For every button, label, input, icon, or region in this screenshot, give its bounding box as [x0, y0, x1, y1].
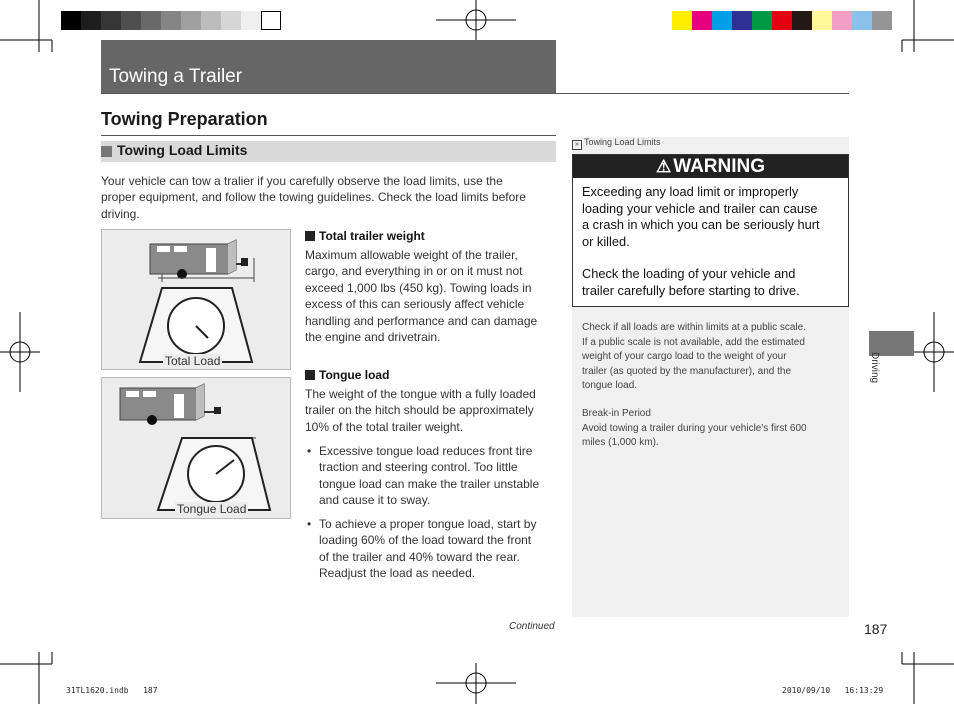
body-line: handling and performance and can damage — [305, 313, 538, 328]
section-rule — [101, 135, 556, 136]
bullet-line: and cause it to sway. — [319, 493, 431, 508]
body-line: cargo, and everything in or on it must not — [305, 264, 523, 279]
trailer-icon — [150, 240, 248, 279]
tongue-load-paragraph — [305, 386, 565, 435]
warning-line: a crash in which you can be seriously hurt — [582, 217, 820, 232]
body-line: The weight of the tongue with a fully loaded — [305, 387, 536, 401]
warning-line: Exceeding any load limit or improperly — [582, 184, 799, 199]
warning-text-2 — [582, 266, 847, 299]
sidebar-note-2 — [582, 407, 847, 451]
sidebar-note-1 — [582, 321, 847, 394]
body-line: 10% of the total trailer weight. — [305, 419, 464, 434]
crop-mark-top-right — [902, 0, 954, 52]
title-rule — [101, 93, 849, 94]
bullet-line: To achieve a proper tongue load, start by — [319, 517, 537, 531]
note-line: tongue load. — [582, 380, 638, 392]
total-weight-heading-text: Total trailer weight — [319, 229, 425, 243]
crop-mark-top-left — [0, 0, 52, 52]
heading-square-icon — [305, 231, 315, 241]
note-line: weight of your cargo load to the weight of your — [582, 351, 787, 363]
tongue-load-label: Tongue Load — [177, 502, 247, 516]
note-line: miles (1,000 km). — [582, 437, 659, 449]
warning-title: WARNING — [673, 156, 766, 177]
bullet-dot: • — [307, 517, 312, 531]
scale-icon — [158, 438, 270, 510]
footer-timestamp: 2010/09/10 16:13:29 — [782, 686, 884, 695]
footer-file: 31TL1620.indb 187 — [66, 686, 158, 695]
intro-paragraph — [101, 173, 561, 222]
body-line: Maximum allowable weight of the trailer, — [305, 248, 518, 262]
warning-line: loading your vehicle and trailer can cause — [582, 200, 818, 216]
registration-target-left — [0, 312, 40, 392]
reference-icon: » — [572, 140, 582, 150]
bullet-dot: • — [307, 444, 312, 458]
intro-line: Your vehicle can tow a tralier if you carefully observe the load limits, use the — [101, 174, 503, 188]
intro-line: proper equipment, and follow the towing guidelines. Check the load limits before — [101, 190, 526, 205]
bullet-line: tongue load can make the trailer unstable — [319, 476, 540, 491]
warning-line: trailer carefully before starting to drive. — [582, 282, 800, 298]
section-title: Towing Preparation — [101, 109, 268, 129]
total-weight-heading — [305, 229, 425, 243]
note-line: Avoid towing a trailer during your vehicle's first 600 — [582, 422, 807, 434]
tongue-load-heading-text: Tongue load — [319, 368, 390, 382]
warning-line: Check the loading of your vehicle and — [582, 266, 796, 281]
subsection-square-icon — [101, 146, 112, 157]
sidebar-tag-text: Towing Load Limits — [584, 137, 661, 147]
tongue-load-figure — [101, 377, 291, 519]
bullet-line: Readjust the load as needed. — [319, 566, 476, 581]
bullet-line: Excessive tongue load reduces front tire — [319, 444, 533, 458]
body-line: excess of this can seriously affect vehicle — [305, 297, 525, 312]
registration-target-top — [436, 0, 516, 40]
page-number: 187 — [864, 621, 888, 637]
note-line: trailer (as quoted by the manufacturer), and the — [582, 365, 792, 377]
subsection-title: Towing Load Limits — [117, 142, 248, 158]
registration-target-bottom — [436, 663, 516, 704]
intro-line: driving. — [101, 206, 140, 221]
registration-target-right — [914, 312, 954, 392]
chapter-title: Towing a Trailer — [109, 66, 243, 87]
tongue-load-heading — [305, 368, 389, 382]
body-line: exceed 1,000 lbs (450 kg). Towing loads in — [305, 280, 532, 295]
note-line: Break-in Period — [582, 408, 651, 419]
sidebar-tag — [572, 137, 661, 150]
total-weight-paragraph — [305, 247, 565, 345]
warning-text-1 — [582, 184, 847, 250]
crop-mark-bottom-right — [902, 652, 954, 704]
note-line: Check if all loads are within limits at a public scale. — [582, 322, 806, 333]
heading-square-icon — [305, 370, 315, 380]
total-load-label: Total Load — [165, 354, 221, 368]
body-line: the engine and drivetrain. — [305, 330, 441, 345]
body-line: trailer on the hitch should be approximately — [305, 403, 534, 418]
warning-line: or killed. — [582, 233, 630, 249]
warning-triangle-icon: ⚠ — [655, 157, 672, 176]
chapter-tab-label: Driving — [869, 352, 880, 384]
bullet-line: of the trailer and 40% toward the rear. — [319, 549, 520, 564]
warning-header — [573, 155, 848, 178]
crop-mark-bottom-left — [0, 652, 52, 704]
scale-icon — [140, 288, 252, 362]
tongue-bullet-2 — [319, 516, 564, 582]
total-load-figure — [101, 229, 291, 370]
note-line: If a public scale is not available, add the estimated — [582, 336, 805, 348]
tongue-load-illustration — [102, 378, 290, 518]
bullet-line: traction and steering control. Too little — [319, 460, 518, 475]
tongue-bullet-1 — [319, 443, 564, 509]
total-load-illustration — [102, 230, 290, 369]
bullet-line: loading 60% of the load toward the front — [319, 533, 532, 548]
continued-label: Continued — [509, 621, 555, 632]
trailer-icon — [120, 384, 221, 425]
